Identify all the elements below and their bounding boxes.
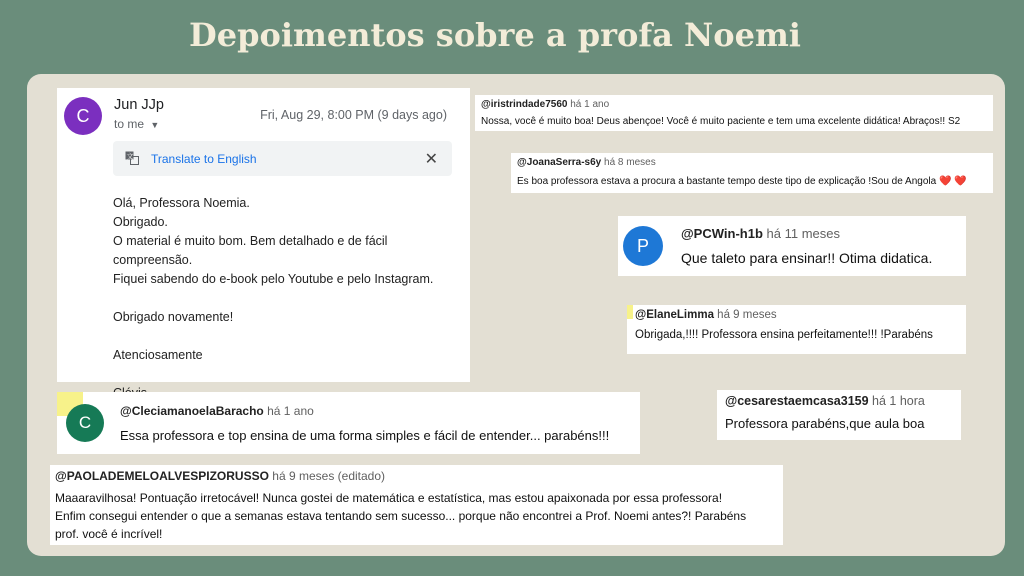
comment-time: há 1 ano [267,404,314,418]
comment-card [50,465,783,545]
comment-time: há 11 meses [766,226,840,241]
comment-text: Es boa professora estava a procura a bastante tempo deste tipo de explicação !Sou de Angola [517,176,937,187]
email-line: Olá, Professora Noemia. [113,196,250,210]
chevron-down-icon[interactable]: ▼ [150,120,160,130]
comment-handle[interactable]: @ElaneLimma [635,309,714,321]
comment-card [627,305,966,354]
translate-link[interactable]: Translate to English [151,152,257,166]
comment-time: há 9 meses (editado) [272,469,386,483]
email-line [113,327,463,346]
translate-icon [125,151,139,165]
avatar: C [66,404,104,442]
comment-header [635,309,958,321]
heart-icon: ❤️ ❤️ [938,176,967,187]
avatar: P [623,226,663,266]
comment-time: há 8 meses [604,157,656,168]
comment-handle[interactable]: @iristrindade7560 [481,99,568,110]
comment-header [725,394,953,408]
comment-card [717,390,961,440]
comment-header [481,99,987,110]
email-line: Obrigado novamente! [113,310,234,324]
translate-bar [113,141,452,176]
email-card [57,88,470,382]
comment-line: Enfim consegui entender o que a semanas estava tentando sem sucesso... porque não encontrei a Prof. Noemi antes?! Parabéns [55,509,747,523]
avatar: C [64,97,102,135]
email-line [113,289,463,308]
highlight-mark [627,305,633,319]
comment-time: há 1 ano [570,99,610,110]
comment-text: Nossa, você é muito boa! Deus abençoe! Você é muito paciente e tem uma excelente didática! Abraços!! S2 [481,116,961,127]
email-line: Fiquei sabendo do e-book pelo Youtube e pelo Instagram. [113,272,434,286]
comment-header [55,469,778,483]
comment-handle[interactable]: @CleciamanoelaBaracho [120,404,264,418]
email-sender[interactable]: Jun JJp [114,97,164,113]
comment-body [55,489,778,543]
comment-handle[interactable]: @PCWin-h1b [681,226,763,241]
comment-line: prof. você é incrível! [55,527,163,541]
page-title: Depoimentos sobre a profa Noemi [189,16,801,54]
comment-time: há 9 meses [717,309,777,321]
comment-text: Que taleto para ensinar!! Otima didatica. [681,250,933,266]
comment-time: há 1 hora [872,394,925,408]
email-body [113,194,463,403]
comment-card [475,95,993,131]
email-date: Fri, Aug 29, 8:00 PM (9 days ago) [260,108,447,122]
email-recipient[interactable] [114,117,159,131]
comment-line: Maaaravilhosa! Pontuação irretocável! Nunca gostei de matemática e estatística, mas estou apaixonada por essa professora! [55,491,723,505]
comment-text: Obrigada,!!!! Professora ensina perfeitamente!!! !Parabéns [635,329,933,341]
comment-text: Essa professora e top ensina de uma forma simples e fácil de entender... parabéns!!! [120,428,610,443]
comment-card [618,216,966,276]
comment-card [511,153,993,193]
comment-text: Professora parabéns,que aula boa [725,416,925,431]
comment-handle[interactable]: @PAOLADEMELOALVESPIZORUSSO [55,469,269,483]
email-line: O material é muito bom. Bem detalhado e de fácil compreensão. [113,234,388,267]
close-icon[interactable]: ✕ [424,151,438,168]
comment-header [120,404,314,418]
recipient-label: to me [114,117,145,131]
svg-text:文: 文 [126,152,134,161]
comment-handle[interactable]: @JoanaSerra-s6y [517,157,602,168]
comment-handle[interactable]: @cesarestaemcasa3159 [725,394,869,408]
email-line [113,365,463,384]
email-line: Obrigado. [113,215,168,229]
comment-header [681,226,840,241]
comment-body [517,176,987,187]
email-line: Atenciosamente [113,348,203,362]
comment-header [517,157,987,168]
comment-card [57,392,640,454]
